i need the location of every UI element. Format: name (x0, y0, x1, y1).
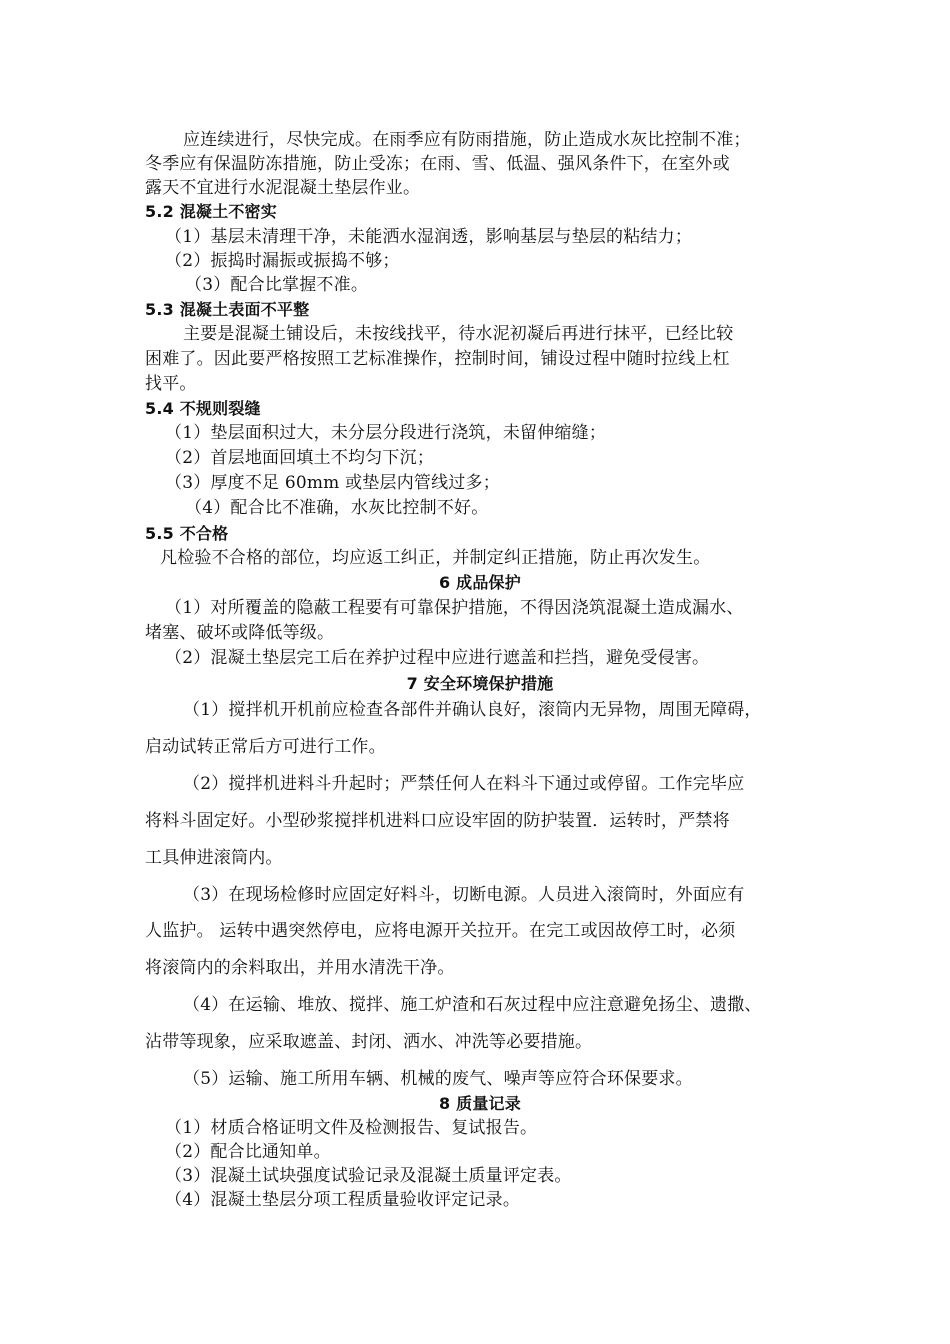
list-item: （3）在现场检修时应固定好料斗，切断电源。人员进入滚筒时，外面应有 (183, 885, 745, 905)
list-item: （1）搅拌机开机前应检查各部件并确认良好，滚筒内无异物，周围无障碍， (183, 700, 762, 720)
paragraph-line: 凡检验不合格的部位，均应返工纠正，并制定纠正措施，防止再次发生。 (160, 548, 711, 568)
list-item: （4）在运输、堆放、搅拌、施工炉渣和石灰过程中应注意避免扬尘、遗撒、 (183, 995, 762, 1015)
paragraph-line: 将料斗固定好。小型砂浆搅拌机进料口应设牢固的防护装置．运转时，严禁将 (145, 811, 730, 831)
list-item: （2）搅拌机进料斗升起时；严禁任何人在料斗下通过或停留。工作完毕应 (183, 774, 745, 794)
paragraph-line: 启动试转正常后方可进行工作。 (145, 737, 386, 757)
list-item: （2）振捣时漏振或振捣不够； (165, 251, 400, 271)
list-item: （1）垫层面积过大，未分层分段进行浇筑，未留伸缩缝； (165, 423, 607, 443)
section-heading-5-2: 5.2 混凝土不密实 (145, 202, 277, 221)
paragraph-line: 将滚筒内的余料取出，并用水清洗干净。 (145, 958, 455, 978)
list-item: （2）配合比通知单。 (165, 1142, 331, 1162)
list-item: （1）对所覆盖的隐蔽工程要有可靠保护措施，不得因浇筑混凝土造成漏水、 (165, 598, 744, 618)
list-item: （1）基层未清理干净，未能洒水湿润透，影响基层与垫层的粘结力； (165, 227, 693, 247)
paragraph-line: 沾带等现象，应采取遮盖、封闭、洒水、冲洗等必要措施。 (145, 1032, 593, 1052)
list-item: （2）首层地面回填土不均匀下沉； (165, 448, 435, 468)
list-item: （3）混凝土试块强度试验记录及混凝土质量评定表。 (165, 1166, 572, 1186)
paragraph-line: 人监护。 运转中遇突然停电，应将电源开关拉开。在完工或因故停工时，必须 (145, 921, 736, 941)
section-heading-5-5: 5.5 不合格 (145, 524, 229, 543)
list-item: （2）混凝土垫层完工后在养护过程中应进行遮盖和拦挡，避免受侵害。 (165, 648, 710, 668)
list-item: （4）配合比不准确，水灰比控制不好。 (185, 498, 489, 518)
paragraph-line: 困难了。因此要严格按照工艺标准操作，控制时间，铺设过程中随时拉线上杠 (145, 349, 730, 369)
section-heading-5-3: 5.3 混凝土表面不平整 (145, 300, 310, 319)
paragraph-line: 找平。 (145, 374, 197, 394)
paragraph-line: 堵塞、破坏或降低等级。 (145, 623, 335, 643)
list-item: （5）运输、施工所用车辆、机械的废气、噪声等应符合环保要求。 (183, 1069, 693, 1089)
list-item: （1）材质合格证明文件及检测报告、复试报告。 (165, 1118, 538, 1138)
paragraph-line: 露天不宜进行水泥混凝土垫层作业。 (145, 178, 421, 198)
section-heading-8: 8 质量记录 (439, 1094, 521, 1113)
section-heading-6: 6 成品保护 (439, 573, 521, 592)
paragraph-line: 主要是混凝土铺设后，未按线找平，待水泥初凝后再进行抹平，已经比较 (183, 324, 734, 344)
list-item: （3）配合比掌握不准。 (185, 275, 369, 295)
paragraph-line: 冬季应有保温防冻措施，防止受冻；在雨、雪、低温、强风条件下，在室外或 (145, 154, 730, 174)
paragraph-line: 应连续进行，尽快完成。在雨季应有防雨措施，防止造成水灰比控制不准； (183, 130, 751, 150)
paragraph-line: 工具伸进滚筒内。 (145, 848, 283, 868)
list-item: （4）混凝土垫层分项工程质量验收评定记录。 (165, 1190, 521, 1210)
section-heading-7: 7 安全环境保护措施 (406, 674, 554, 693)
section-heading-5-4: 5.4 不规则裂缝 (145, 399, 261, 418)
list-item: （3）厚度不足 60mm 或垫层内管线过多； (165, 473, 500, 493)
